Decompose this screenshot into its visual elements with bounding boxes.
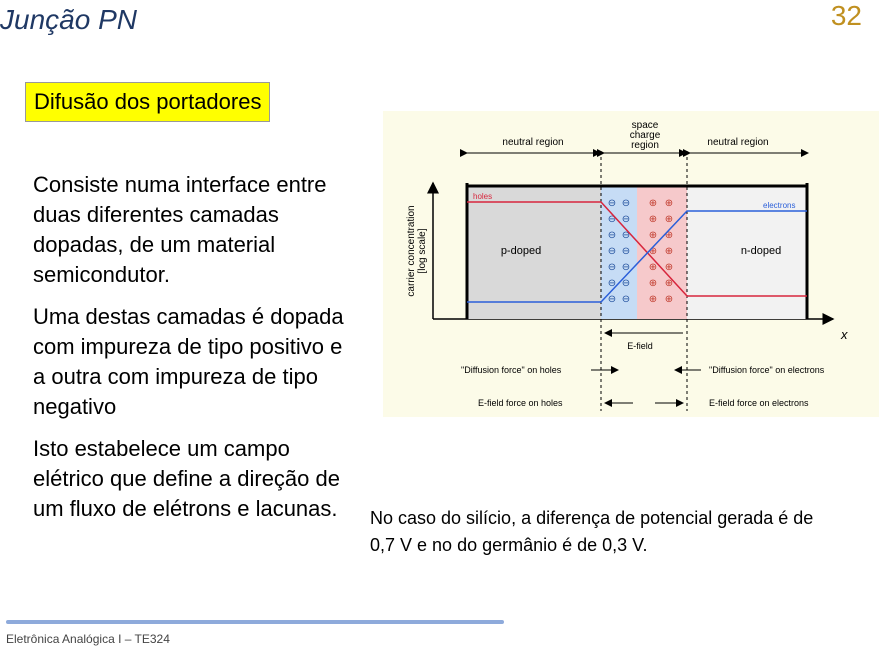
caption-text: No caso do silício, a diferença de potencial gerada é de 0,7 V e no do germânio é de 0,3 V.: [370, 508, 814, 555]
depletion-negative-region: [601, 186, 637, 319]
negative-ion: ⊖: [607, 278, 617, 289]
positive-ion: ⊕: [664, 262, 674, 273]
negative-ion: ⊖: [621, 294, 631, 305]
p-doped-label: p-doped: [500, 245, 542, 257]
positive-ion: ⊕: [648, 230, 658, 241]
positive-ion: ⊕: [664, 278, 674, 289]
neutral-region-left-label: neutral region: [502, 137, 564, 148]
footer-text: Eletrônica Analógica I – TE324: [6, 632, 170, 646]
y-axis-label-2: [log scale]: [417, 228, 428, 274]
slide-title: Junção PN: [0, 4, 137, 35]
pn-junction-diagram: [383, 111, 879, 417]
efield-holes-label: E-field force on holes: [478, 398, 563, 408]
negative-ion: ⊖: [607, 230, 617, 241]
positive-ion: ⊕: [648, 278, 658, 289]
e-field-label: E-field: [627, 341, 653, 351]
diffusion-holes-label: "Diffusion force" on holes: [461, 365, 562, 375]
depletion-positive-region: [637, 186, 687, 319]
space-charge-label-2: charge: [629, 130, 661, 141]
negative-ion: ⊖: [621, 262, 631, 273]
holes-label: holes: [473, 192, 493, 201]
negative-ion: ⊖: [621, 198, 631, 209]
negative-ion: ⊖: [621, 214, 631, 225]
x-axis-label: x: [841, 327, 848, 342]
paragraph-3: Isto estabelece um campo elétrico que define a direção de um fluxo de elétrons e lacunas.: [33, 436, 340, 521]
positive-ion: ⊕: [664, 230, 674, 241]
paragraph-1: Consiste numa interface entre duas diferentes camadas dopadas, de um material semicondutor.: [33, 172, 327, 287]
neutral-region-right-label: neutral region: [707, 137, 769, 148]
electrons-label: electrons: [763, 201, 796, 210]
negative-ion: ⊖: [621, 230, 631, 241]
positive-ion: ⊕: [648, 246, 658, 257]
footer-rule: [6, 620, 504, 624]
positive-ion: ⊕: [664, 294, 674, 305]
positive-ion: ⊕: [664, 246, 674, 257]
page-number: 32: [830, 0, 862, 31]
n-doped-label: n-doped: [740, 245, 782, 257]
positive-ion: ⊕: [664, 198, 674, 209]
negative-ion: ⊖: [607, 246, 617, 257]
positive-ion: ⊕: [648, 294, 658, 305]
positive-ion: ⊕: [648, 214, 658, 225]
subtitle-box: Difusão dos portadores: [25, 82, 270, 122]
space-charge-label-3: region: [631, 140, 659, 151]
negative-ion: ⊖: [621, 278, 631, 289]
positive-ion: ⊕: [664, 214, 674, 225]
positive-ion: ⊕: [648, 262, 658, 273]
negative-ion: ⊖: [607, 198, 617, 209]
paragraph-2: Uma destas camadas é dopada com impureza de tipo positivo e a outra com impureza de tipo negativo: [33, 304, 344, 419]
efield-electrons-label: E-field force on electrons: [709, 398, 809, 408]
negative-ion: ⊖: [607, 214, 617, 225]
space-charge-label-1: space: [631, 120, 659, 131]
y-axis-label-1: carrier concentration: [406, 205, 417, 297]
negative-ion: ⊖: [621, 246, 631, 257]
negative-ion: ⊖: [607, 262, 617, 273]
diffusion-electrons-label: "Diffusion force" on electrons: [709, 365, 825, 375]
positive-ion: ⊕: [648, 198, 658, 209]
negative-ion: ⊖: [607, 294, 617, 305]
